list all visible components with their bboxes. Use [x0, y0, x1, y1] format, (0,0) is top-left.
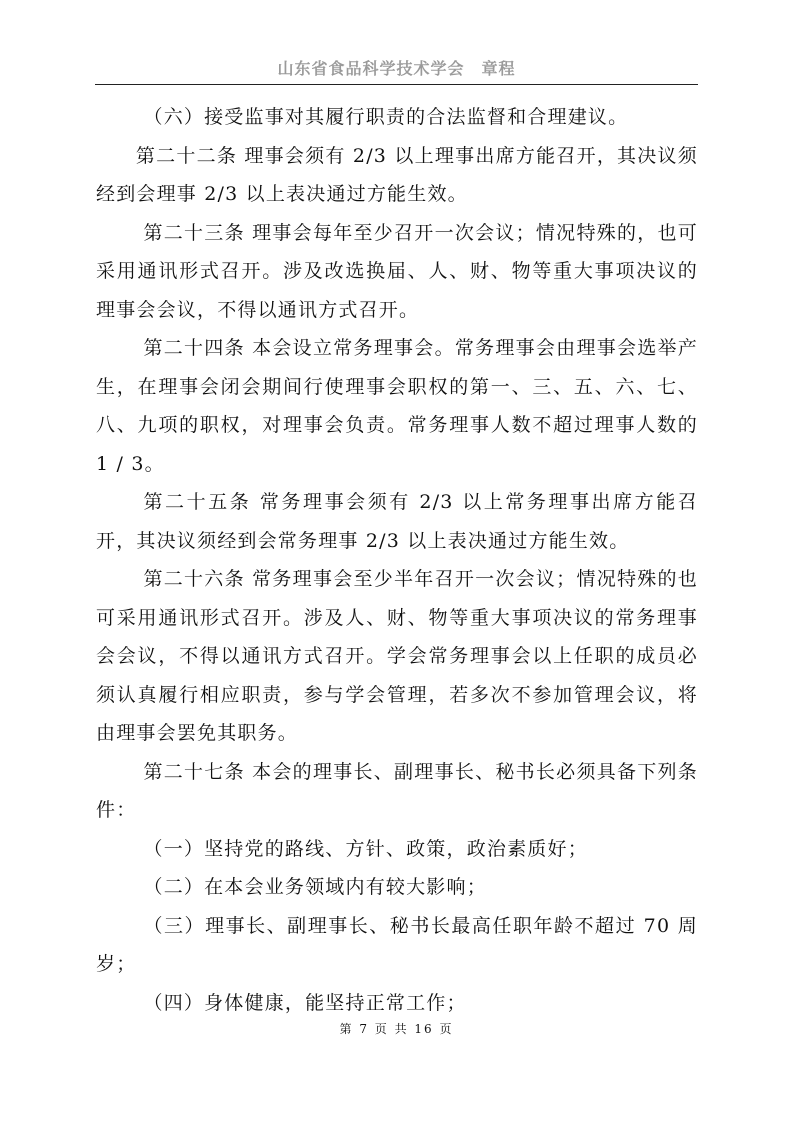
page-number: 第 7 页 共 16 页	[339, 1022, 454, 1036]
paragraph: （三）理事长、副理事长、秘书长最高任职年龄不超过 70 周岁；	[96, 914, 698, 975]
paragraph: （六）接受监事对其履行职责的合法监督和合理建议。	[143, 106, 629, 128]
paragraph: 第二十三条 理事会每年至少召开一次会议；情况特殊的，也可采用通讯形式召开。涉及改选换届、人、财、物等重大事项决议的理事会会议，不得以通讯方式召开。	[96, 221, 698, 321]
header-divider	[95, 84, 698, 85]
paragraph: 第二十六条 常务理事会至少半年召开一次会议；情况特殊的也可采用通讯形式召开。涉及人、财、物等重大事项决议的常务理事会会议，不得以通讯方式召开。学会常务理事会以上任职的成员必须认真履行相应职责，参与学会管理，若多次不参加管理会议，将由理事会罢免其职务。	[96, 568, 698, 744]
paragraph: （二）在本会业务领域内有较大影响；	[143, 876, 487, 898]
paragraph: 第二十四条 本会设立常务理事会。常务理事会由理事会选举产生，在理事会闭会期间行使理事会职权的第一、三、五、六、七、八、九项的职权，对理事会负责。常务理事人数不超过理事人数的 1 / 3。	[96, 337, 698, 475]
paragraph: 第二十七条 本会的理事长、副理事长、秘书长必须具备下列条件：	[96, 760, 698, 821]
document-body	[96, 98, 698, 1022]
paragraph: 第二十二条 理事会须有 2/3 以上理事出席方能召开，其决议须经到会理事 2/3 以上表决通过方能生效。	[96, 144, 698, 205]
page-header-title: 山东省食品科学技术学会 章程	[277, 59, 516, 78]
paragraph: 第二十五条 常务理事会须有 2/3 以上常务理事出席方能召开，其决议须经到会常务理事 2/3 以上表决通过方能生效。	[96, 491, 698, 552]
paragraph: （一）坚持党的路线、方针、政策，政治素质好；	[143, 837, 588, 860]
paragraph: （四）身体健康，能坚持正常工作；	[143, 991, 467, 1014]
